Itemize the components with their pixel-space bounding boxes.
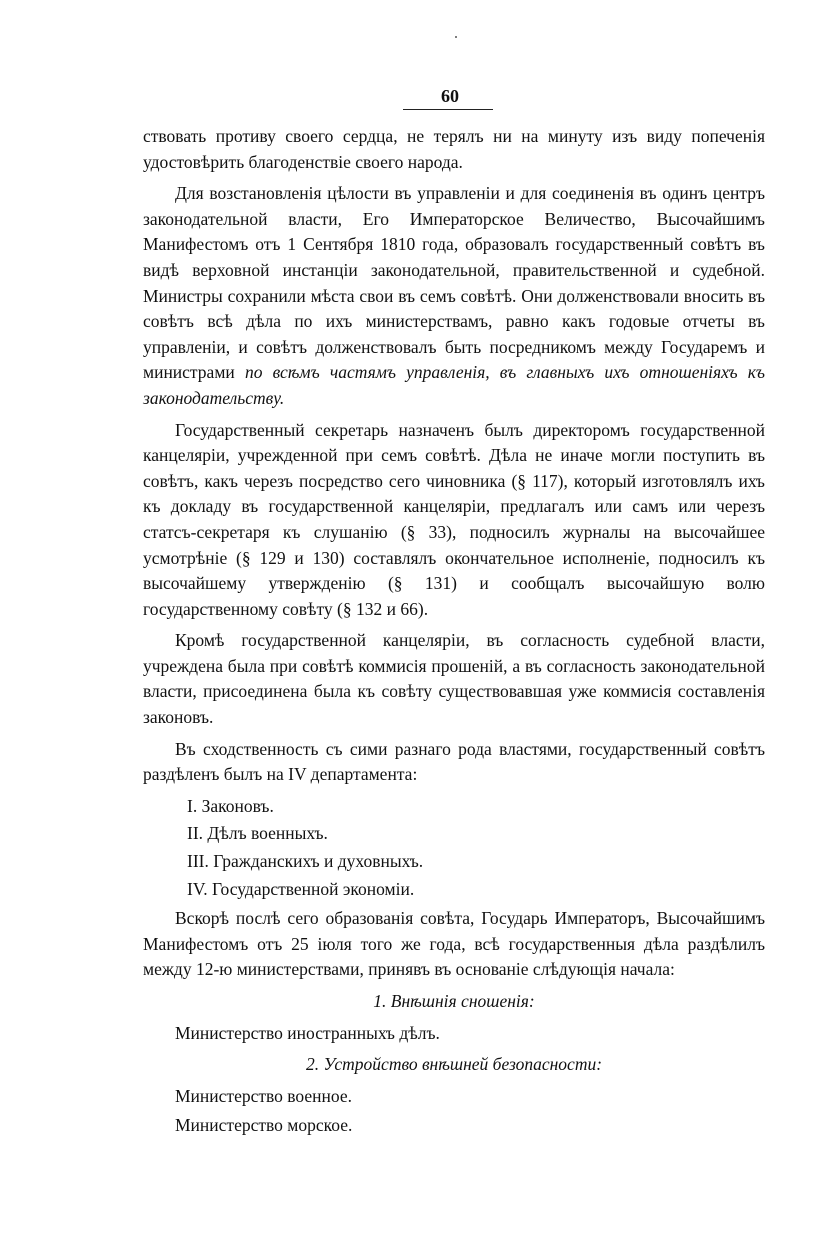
section-1-item: Министерство иностранныхъ дѣлъ. — [175, 1022, 440, 1043]
paragraph-2 — [143, 181, 765, 411]
list-item: I. Законовъ. — [187, 795, 274, 816]
paragraph-2-text: Для возстановленія цѣлости въ управленіи и для соединенія въ одинъ центръ законодательной власти, Его Императорское Величество, Высочайшимъ Манифестомъ отъ 1 Сентября 1810 года, образовалъ государственный совѣтъ въ видѣ верховной инстанціи законодательной, правительственной и судебной. Министры сохранили мѣста свои въ семъ совѣтѣ. Они долженствовали вносить въ совѣтъ всѣ дѣла по ихъ министерствамъ, равно какъ годовые отчеты въ управленіи, и совѣтъ долженствовалъ быть посредникомъ между Государемъ и министрами — [143, 183, 765, 383]
header-rule — [403, 109, 493, 110]
section-2-item: Министерство военное. — [175, 1085, 352, 1106]
paragraph-4: Кромѣ государственной канцеляріи, въ согласность судебной власти, учреждена была при совѣтѣ коммисія прошеній, а въ согласность законодательной власти, присоединена была къ совѣту существовавшая уже коммисія составленія законовъ. — [143, 630, 765, 728]
paragraph-6: Вскорѣ послѣ сего образованія совѣта, Государь Императоръ, Высочайшимъ Манифестомъ отъ 25 іюля того же года, всѣ государственныя дѣла раздѣлилъ между 12-ю министерствами, принявъ въ основаніе слѣдующія начала: — [143, 908, 765, 980]
paragraph-3: Государственный секретарь назначенъ былъ директоромъ государственной канцеляріи, учрежденной при семъ совѣтѣ. Дѣла не иначе могли поступить въ совѣтъ, какъ черезъ посредство сего чиновника (§ 117), который изготовлялъ ихъ къ докладу въ государственной канцеляріи, предлагалъ или самъ или черезъ статсъ-секретаря къ слушанію (§ 33), подносилъ журналы на высочайшее усмотрѣніе (§ 129 и 130) составлялъ окончательное исполненіе, подносилъ къ высочайшему утвержденію (§ 131) и сообщалъ высочайшую волю государственному совѣту (§ 132 и 66). — [143, 419, 765, 619]
list-item: II. Дѣлъ военныхъ. — [187, 823, 328, 844]
page-number: 60 — [441, 86, 459, 106]
paragraph-1: ствовать противу своего сердца, не терялъ ни на минуту изъ виду попеченія удостовѣрить благоденствіе своего народа. — [143, 126, 765, 172]
speck — [455, 36, 457, 38]
list-item: IV. Государственной экономіи. — [187, 878, 415, 899]
paragraph-5: Въ сходственность съ сими разнаго рода властями, государственный совѣтъ раздѣленъ былъ на IV департамента: — [143, 738, 765, 785]
body-text — [143, 124, 765, 1143]
section-heading-2: 2. Устройство внѣшней безопасности: — [305, 1054, 603, 1075]
paragraph-2-italic: по всѣмъ частямъ управленія, въ главныхъ ихъ отношеніяхъ къ законодательству. — [143, 362, 766, 408]
section-heading-1: 1. Внѣшнія сношенія: — [373, 991, 535, 1011]
section-2-item: Министерство морское. — [175, 1115, 353, 1136]
department-list — [143, 794, 765, 902]
list-item: III. Гражданскихъ и духовныхъ. — [187, 851, 424, 872]
